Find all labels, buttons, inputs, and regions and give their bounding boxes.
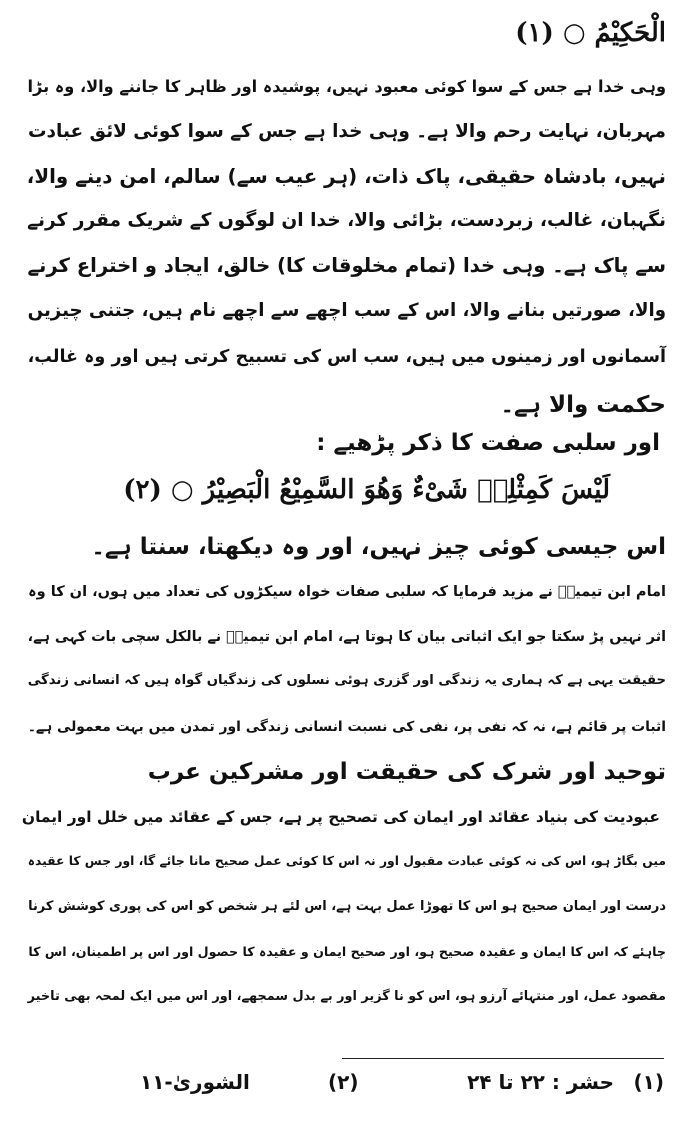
paragraph-line: امام ابن تیمیہؒ نے مزید فرمایا کہ سلبی صفات خواہ سیکڑوں کی تعداد میں ہوں، ان کا وہ: [28, 584, 666, 600]
section-heading: توحید اور شرک کی حقیقت اور مشرکین عرب: [147, 759, 666, 785]
paragraph-line: اور سلبی صفت کا ذکر پڑھیے :: [316, 430, 660, 456]
paragraph-line: نہیں، بادشاہ حقیقی، پاک ذات، (ہر عیب سے) سالم، امن دینے والا،: [26, 165, 666, 188]
footnote-1-text: حشر : ۲۲ تا ۲۴: [467, 1070, 614, 1094]
paragraph-line: اثر نہیں پڑ سکتا جو ایک اثباتی بیان کا ہوتا ہے، امام ابن تیمیہؒ نے بالکل سچی بات کہی ہے،: [27, 629, 666, 645]
paragraph-line: سے پاک ہے۔ وہی خدا (تمام مخلوقات کا) خالق، ایجاد و اختراع کرنے: [27, 254, 666, 277]
paragraph-line: وہی خدا ہے جس کے سوا کوئی معبود نہیں، پوشیدہ اور ظاہر کا جاننے والا، وہ بڑا: [27, 77, 666, 96]
paragraph-line: آسمانوں اور زمینوں میں ہیں، سب اس کی تسبیح کرتی ہیں اور وہ غالب،: [27, 347, 666, 367]
footnote-1-marker: (۱): [633, 1070, 664, 1094]
paragraph-line: درست اور ایمان صحیح ہو اس کا تھوڑا عمل بہت ہے، اس لئے ہر شخص کو اس کی پوری کوشش کرنا: [28, 899, 666, 914]
paragraph-line: والا، صورتیں بنانے والا، اس کے سب اچھے سے اچھے نام ہیں، جتنی چیزیں: [27, 300, 666, 321]
paragraph-line: نگہبان، غالب، زبردست، بڑائی والا، خدا ان لوگوں کے شریک مقرر کرنے: [27, 210, 666, 231]
paragraph-line: میں بگاڑ ہو، اس کی نہ کوئی عبادت مقبول اور نہ اس کا کوئی عمل صحیح مانا جائے گا، اور جس کا عقیدہ: [27, 854, 666, 868]
quran-verse-1-end: الْحَكِيْمُ ○ (۱): [515, 18, 666, 48]
paragraph-line: مہربان، نہایت رحم والا ہے۔ وہی خدا ہے جس کے سوا کوئی لائق عبادت: [27, 121, 666, 142]
footnote-divider: [342, 1058, 664, 1059]
paragraph-line: مقصود عمل، اور منتہائے آرزو ہو، اس کو نا گزیر اور بے بدل سمجھے، اور اس میں ایک لمحہ بھی تاخیر: [27, 989, 666, 1004]
footnote-2-marker: (۲): [328, 1070, 359, 1094]
paragraph-line: اثبات پر قائم ہے، نہ کہ نفی پر، نفی کی نسبت انسانی زندگی اور تمدن میں بہت معمولی ہے۔: [27, 719, 666, 735]
paragraph-line: حقیقت یہی ہے کہ ہماری یہ زندگی اور گزری ہوئی نسلوں کی زندگیاں گواہ ہیں کہ انسانی زندگی: [27, 673, 666, 688]
quran-verse-2: لَیْسَ کَمِثْلِهٖ شَیْءٌ وَهُوَ السَّمِیْعُ الْبَصِیْرُ ○ (۲): [123, 475, 610, 505]
verse-translation: اس جیسی کوئی چیز نہیں، اور وہ دیکھتا، سنتا ہے۔: [91, 534, 666, 560]
paragraph-line: عبودیت کی بنیاد عقائد اور ایمان کی تصحیح پر ہے، جس کے عقائد میں خلل اور ایمان: [21, 808, 660, 826]
footnote-2-text: الشوریٰ-۱۱: [140, 1070, 250, 1094]
paragraph-line: چاہئے کہ اس کا ایمان و عقیدہ صحیح ہو، اور صحیح ایمان و عقیدہ کا حصول اور اس پر اطمینان، اس کا: [28, 944, 666, 959]
paragraph-line: حکمت والا ہے۔: [500, 392, 666, 418]
